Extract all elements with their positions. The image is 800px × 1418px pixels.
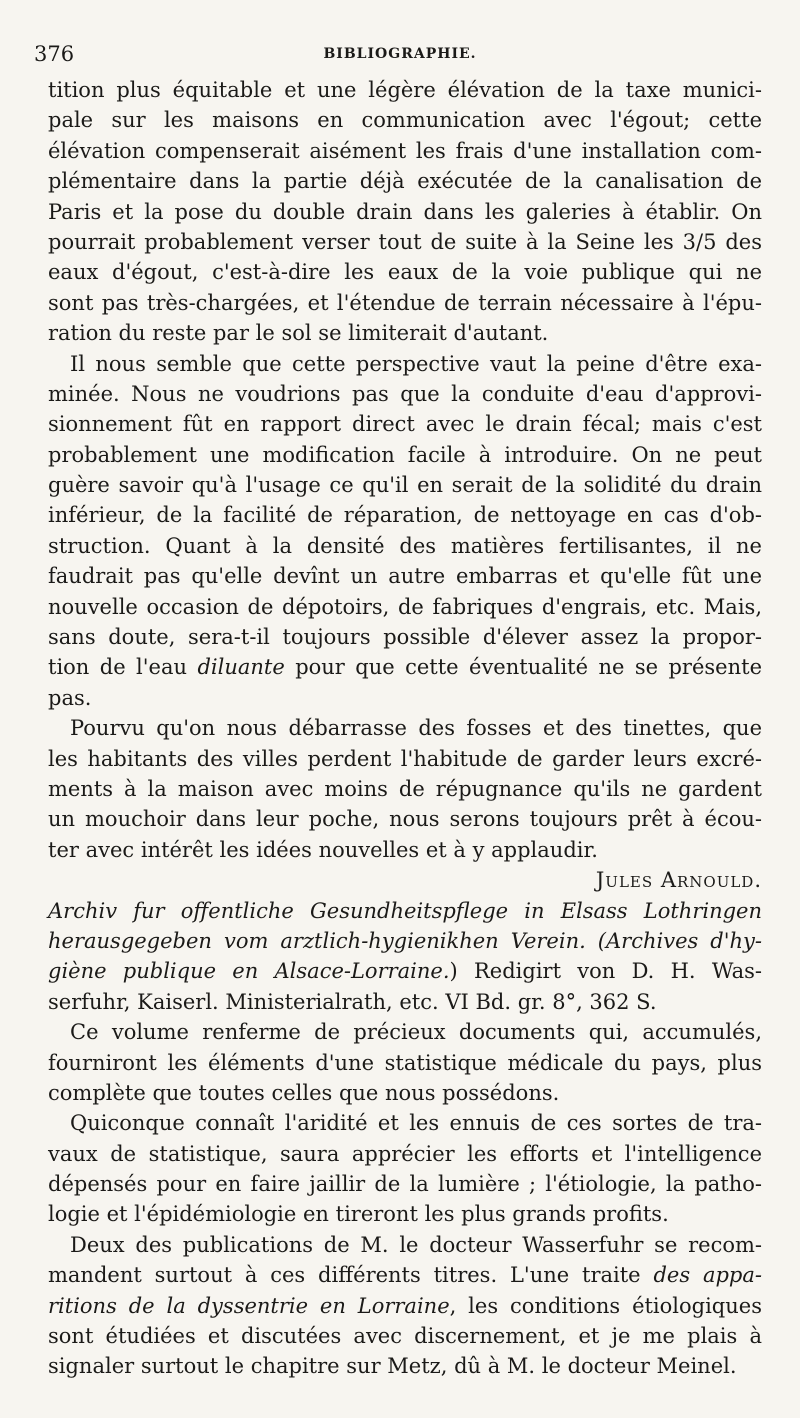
citation-title: herausgegeben vom arztlich-hygienikhen Verein. (Archives d'hy-: [48, 928, 762, 953]
text-line: Pourvu qu'on nous débarrasse des fosses et des tinettes, que: [70, 716, 762, 741]
text-segment: , les conditions étiologiques: [449, 1293, 762, 1318]
page-number: 376: [34, 42, 75, 66]
italic-term: diluante: [197, 655, 285, 680]
text-segment: ) Redigirt von D. H. Was-: [449, 959, 762, 984]
text-line: inférieur, de la facilité de réparation, de nettoyage en cas d'ob-: [48, 503, 762, 528]
text-line: tition plus équitable et une légère élévation de la taxe munici-: [48, 78, 762, 102]
text-line: Ce volume renferme de précieux documents qui, accumulés,: [70, 1020, 762, 1045]
text-line: logie et l'épidémiologie en tireront les plus grands profits.: [48, 1202, 669, 1227]
text-line: guère savoir qu'à l'usage ce qu'il en serait de la solidité du drain: [48, 473, 762, 498]
text-line: nouvelle occasion de dépotoirs, de fabriques d'engrais, etc. Mais,: [48, 594, 762, 619]
text-line: sont étudiées et discutées avec discernement, et je me plais à: [48, 1324, 762, 1349]
italic-term: des appa-: [653, 1263, 762, 1288]
text-line: vaux de statistique, saura apprécier les efforts et l'intelligence: [48, 1141, 762, 1166]
text-segment: tion de l'eau: [48, 655, 198, 680]
page-header: [30, 42, 770, 72]
text-line: minée. Nous ne voudrions pas que la conduite d'eau d'approvi-: [48, 381, 762, 406]
text-line: signaler surtout le chapitre sur Metz, dû à M. le docteur Meinel.: [48, 1354, 737, 1379]
text-line: complète que toutes celles que nous possédons.: [48, 1080, 560, 1105]
text-line: dépensés pour en faire jaillir de la lumière ; l'étiologie, la patho-: [48, 1172, 762, 1197]
text-line-ritions: [48, 1291, 762, 1321]
text-line-appa: [48, 1260, 762, 1290]
citation-title: Archiv fur offentliche Gesundheitspflege in Elsass Lothringen: [48, 898, 762, 923]
citation-line: [48, 896, 762, 926]
text-line: élévation compenserait aisément les frais d'une installation com-: [48, 138, 762, 163]
text-line-diluante: [48, 652, 762, 682]
text-line: struction. Quant à la densité des matières fertilisantes, il ne: [48, 533, 762, 558]
text-line: pas.: [48, 685, 92, 710]
text-segment: mandent surtout à ces différents titres. L'une traite: [48, 1263, 654, 1288]
text-line: ments à la maison avec moins de répugnance qu'ils ne gardent: [48, 776, 762, 801]
text-segment: pour que cette éventualité ne se présente: [284, 655, 762, 680]
author-signature: Jules Arnould.: [595, 868, 762, 893]
italic-term: ritions de la dyssentrie en Lorraine: [48, 1293, 450, 1318]
citation-line: [48, 926, 762, 956]
running-head: BIBLIOGRAPHIE.: [323, 46, 477, 62]
text-line: pale sur les maisons en communication avec l'égout; cette: [48, 108, 762, 133]
text-line: probablement une modification facile à introduire. On ne peut: [48, 442, 762, 467]
text-line: pourrait probablement verser tout de suite à la Seine les 3/5 des: [48, 229, 762, 254]
body-text: [48, 75, 762, 1382]
text-line: Deux des publications de M. le docteur Wasserfuhr se recom-: [70, 1232, 762, 1257]
citation-line: [48, 956, 762, 986]
text-line: ter avec intérêt les idées nouvelles et à y applaudir.: [48, 837, 598, 862]
text-line: sionnement fût en rapport direct avec le drain fécal; mais c'est: [48, 412, 762, 437]
text-line: un mouchoir dans leur poche, nous serons toujours prêt à écou-: [48, 807, 762, 832]
text-line: fourniront les éléments d'une statistique médicale du pays, plus: [48, 1050, 762, 1075]
text-line: sans doute, sera-t-il toujours possible d'élever assez la propor-: [48, 625, 762, 650]
text-line: Il nous semble que cette perspective vaut la peine d'être exa-: [70, 351, 762, 376]
text-line: faudrait pas qu'elle devînt un autre embarras et qu'elle fût une: [48, 564, 762, 589]
text-line: eaux d'égout, c'est-à-dire les eaux de la voie publique qui ne: [48, 260, 762, 285]
citation-title: giène publique en Alsace-Lorraine.: [48, 959, 450, 984]
text-line: sont pas très-chargées, et l'étendue de terrain nécessaire à l'épu-: [48, 290, 762, 315]
text-line: les habitants des villes perdent l'habitude de garder leurs excré-: [48, 746, 762, 771]
citation-line: serfuhr, Kaiserl. Ministerialrath, etc. VI Bd. gr. 8°, 362 S.: [48, 989, 657, 1014]
text-line: ration du reste par le sol se limiterait d'autant.: [48, 321, 549, 346]
text-line: Quiconque connaît l'aridité et les ennuis de ces sortes de tra-: [70, 1111, 762, 1136]
text-line: plémentaire dans la partie déjà exécutée de la canalisation de: [48, 169, 762, 194]
text-line: Paris et la pose du double drain dans les galeries à établir. On: [48, 199, 762, 224]
